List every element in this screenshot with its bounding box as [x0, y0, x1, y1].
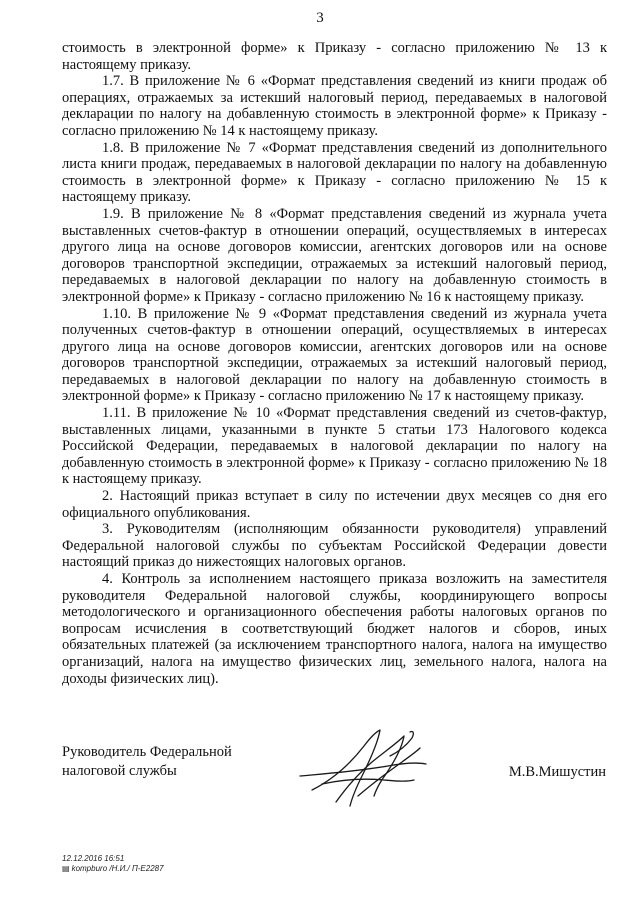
paragraph-4: 4. Контроль за исполнением настоящего приказа возложить на заместителя руководителя Федеральной налоговой службы, координирующего вопросы методологического и организационного обеспечения работы налоговых органов по вопросам исчисления в соответствующий бюджет налогов и сборов, иных обязательных платежей (за исключением транспортного налога, налога на имущество организаций, налога на имущество физических лиц, земельного налога, налога на доходы физических лиц).	[62, 571, 607, 687]
handwritten-signature	[292, 722, 442, 812]
signatory-name: М.В.Мишустин	[508, 764, 606, 780]
document-body	[62, 40, 607, 687]
signatory-title-line-1: Руководитель Федеральной	[62, 744, 232, 760]
page-number: 3	[316, 10, 324, 26]
paragraph-1-9: 1.9. В приложение № 8 «Формат представления сведений из журнала учета выставленных счетов-фактур в отношении операций, осуществляемых в интересах другого лица на основе договоров комиссии, агентских договоров или на основе договоров транспортной экспедиции, отражаемых за истекший налоговый период, передаваемых в налоговой декларации по налогу на добавленную стоимость в электронной форме» к Приказу - согласно приложению № 16 к настоящему приказу.	[62, 205, 607, 305]
paragraph-1-10: 1.10. В приложение № 9 «Формат представления сведений из журнала учета полученных счетов-фактур в отношении операций, осуществляемых в интересах другого лица на основе договоров комиссии, агентских договоров или на основе договоров транспортной экспедиции, отражаемых за истекший налоговый период, передаваемых в налоговой декларации по налогу на добавленную стоимость в электронной форме» к Приказу - согласно приложению № 17 к настоящему приказу.	[62, 305, 607, 405]
document-icon: ▤	[62, 864, 70, 873]
operator-text: kompburo /Н.И./ П-Е2287	[71, 864, 164, 873]
footer	[62, 854, 164, 874]
paragraph-1-7: 1.7. В приложение № 6 «Формат представления сведений из книги продаж об операциях, отражаемых за истекший налоговый период, передаваемых в налоговой декларации по налогу на добавленную стоимость в электронной форме» к Приказу - согласно приложению № 14 к настоящему приказу.	[62, 73, 607, 139]
paragraph-1-11: 1.11. В приложение № 10 «Формат представления сведений из счетов-фактур, выставленных лицами, указанными в пункте 5 статьи 173 Налогового кодекса Российской Федерации, передаваемых в налоговой декларации по налогу на добавленную стоимость в электронной форме» к Приказу - согласно приложению № 18 к настоящему приказу.	[62, 405, 607, 488]
paragraph-2: 2. Настоящий приказ вступает в силу по истечении двух месяцев со дня его официального опубликования.	[62, 488, 607, 521]
operator-line	[62, 864, 164, 874]
paragraph-1-8: 1.8. В приложение № 7 «Формат представления сведений из дополнительного листа книги продаж, передаваемых в налоговой декларации по налогу на добавленную стоимость в электронной форме» к Приказу - согласно приложению № 15 к настоящему приказу.	[62, 139, 607, 206]
paragraph-continuation: стоимость в электронной форме» к Приказу - согласно приложению № 13 к настоящему приказу.	[62, 40, 607, 73]
signatory-title	[62, 743, 232, 781]
print-timestamp: 12.12.2016 16:51	[62, 854, 125, 863]
signatory-title-line-2: налоговой службы	[62, 763, 177, 779]
paragraph-3: 3. Руководителям (исполняющим обязанности руководителя) управлений Федеральной налоговой службы по субъектам Российской Федерации довести настоящий приказ до нижестоящих налоговых органов.	[62, 521, 607, 571]
